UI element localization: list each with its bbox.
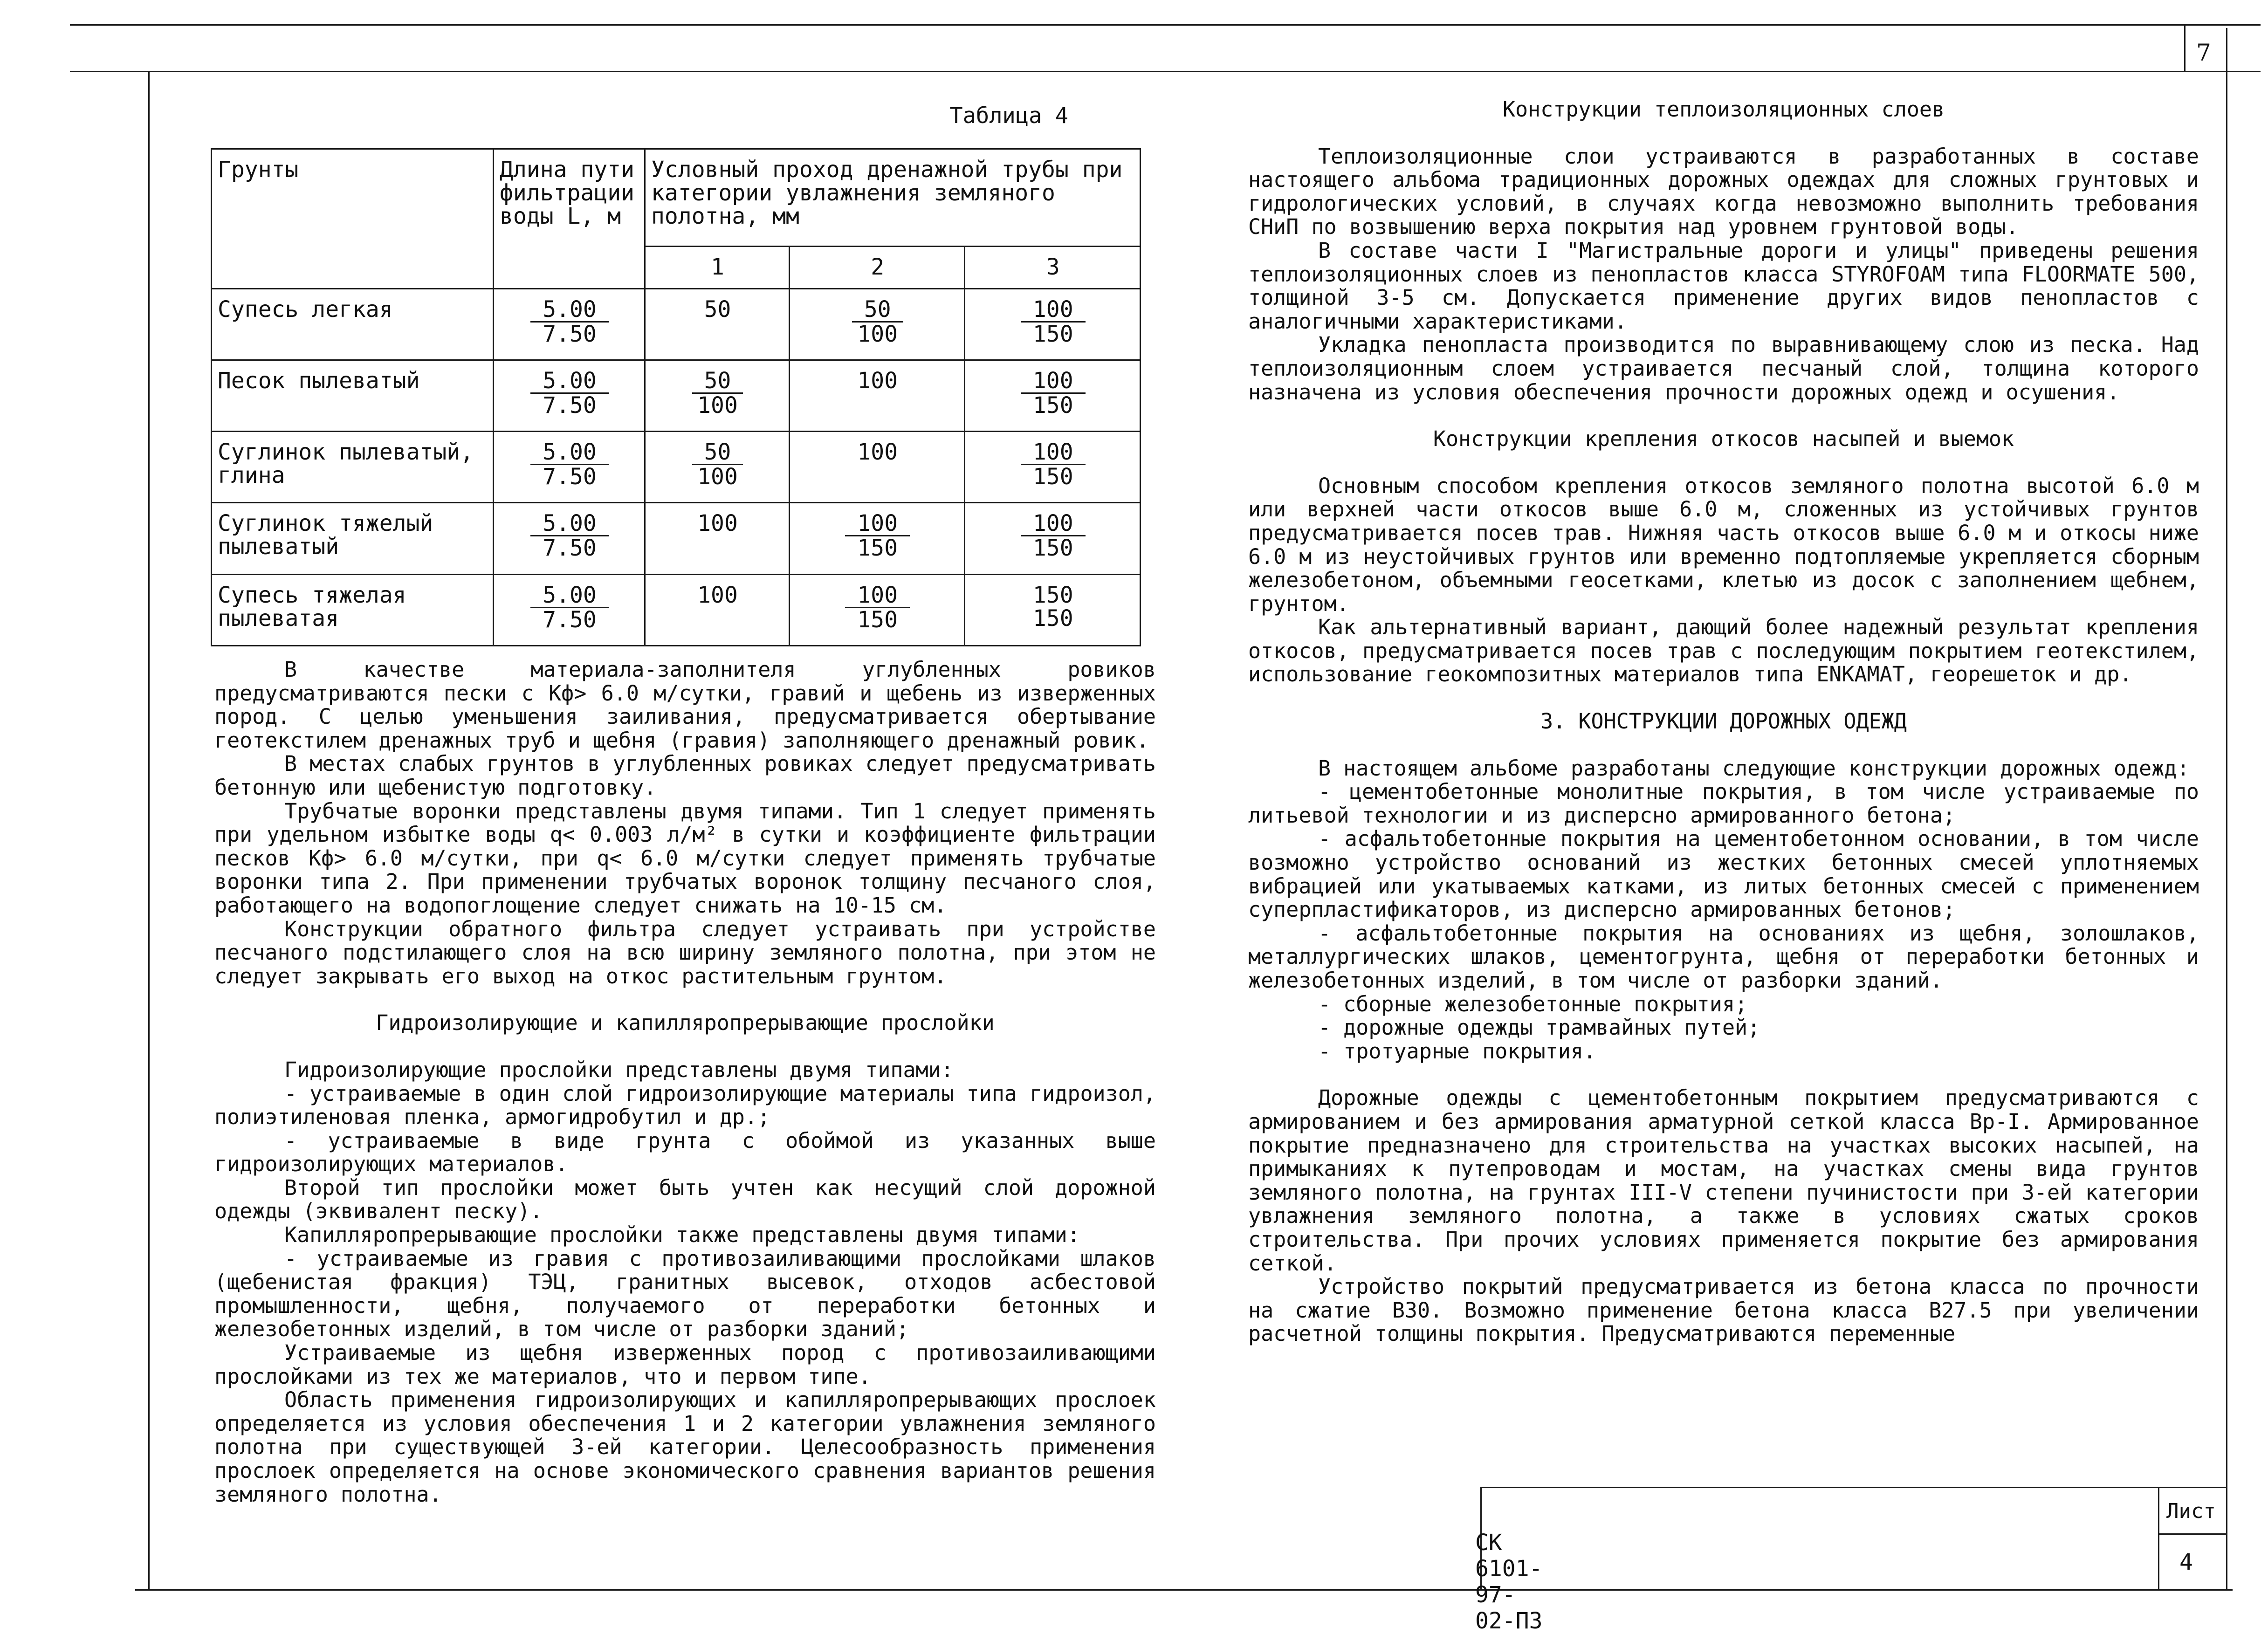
paragraph: В качестве материала-заполнителя углубленных ровиков предусматриваются пески с Кф> 6.0 м/сутки, гравий и щебень из изверженных пород. С целью уменьшения заиливания, предусматривается обертывание геотекстилем дренажных труб и щебня (гравия) заполняющего дренажный ровик. (214, 657, 1156, 753)
table-row (212, 360, 1141, 431)
paragraph: Дорожные одежды с цементобетонным покрытием предусматриваются с армированием и без армирования арматурной сеткой класса Вр-I. Армированное покрытие предназначено для строительства на участках высоких насыпей, на примыканиях к путепроводам и мостам, на участках смены вида грунтов земляного полотна, на грунтах III-V степени пучинистости при 3-ей категории увлажнения земляного полотна, а также в условиях сжатых сроков строительства. При прочих условиях применяется покрытие без армирования сеткой. (1248, 1085, 2199, 1276)
paragraph: Теплоизоляционные слои устраиваются в разработанных в составе настоящего альбома традиционных дорожных одеждах для сложных грунтовых и гидрологических условий, в случаях когда невозможно выполнить требования СНиП по возвышению верха покрытия над уровнем грунтовой воды. (1248, 144, 2199, 240)
table-row (212, 503, 1141, 574)
cat1-cell: 100 (645, 574, 790, 645)
paragraph: Как альтернативный вариант, дающий более надежный результат крепления откосов, предусматривается посев трав с последующим покрытием геотекстилем, использование геокомпозитных материалов типа ENКАМАТ, георешеток и др. (1248, 615, 2199, 687)
fraction: $\frac{100}{150}$ (845, 584, 910, 632)
sheet-number: 4 (2179, 1549, 2193, 1575)
cat3-cell (965, 574, 1141, 645)
paragraph: Область применения гидроизолирующих и капилляропрерывающих прослоек определяется из условия обеспечения 1 и 2 категории увлажнения земляного полотна при существующей 3-ей категории. Целесообразность применения прослоек определяется на основе экономического сравнения вариантов решения земляного полотна. (214, 1387, 1156, 1507)
header-cat-1: 1 (645, 246, 790, 288)
paragraph: Устройство покрытий предусматривается из бетона класса по прочности на сжатие В30. Возможно применение бетона класса В27.5 при увеличении расчетной толщины покрытия. Предусматриваются переменные (1248, 1274, 2199, 1346)
fraction: $\frac{50}{100}$ (692, 440, 743, 488)
table-row (212, 574, 1141, 645)
stamp-top-line (1480, 1487, 2226, 1488)
paragraph: Капилляропрерывающие прослойки также представлены двумя типами: (284, 1222, 1080, 1248)
table-row (212, 432, 1141, 503)
fraction: $\frac{5.00}{7.50}$ (530, 298, 609, 346)
cat3-value-bottom: 150 (1032, 605, 1073, 632)
section-heading: Конструкции крепления откосов насыпей и выемок (1433, 426, 2014, 452)
header-path-length: Длина пути фильтрации воды L, м (494, 149, 645, 289)
paragraph: - устраиваемые в виде грунта с обоймой из указанных выше гидроизолирующих материалов. (214, 1128, 1156, 1177)
frame-top-line (70, 71, 2261, 72)
path-length-cell (494, 503, 645, 574)
fraction: $\frac{5.00}{7.50}$ (530, 584, 609, 632)
fraction: $\frac{5.00}{7.50}$ (530, 512, 609, 560)
page-number: 7 (2196, 39, 2211, 66)
cat2-cell: 100 (790, 360, 965, 431)
section-heading: Гидроизолирующие и капилляропрерывающие прослойки (376, 1010, 995, 1036)
soil-name: Песок пылеватый (212, 360, 494, 431)
table-caption: Таблица 4 (949, 103, 1068, 129)
paragraph: Укладка пенопласта производится по выравнивающему слою из песка. Над теплоизоляционным слоем устраивается песчаный слой, толщина которого назначена из условия обеспечения прочности дорожных одежд и осушения. (1248, 332, 2199, 405)
fraction: $\frac{100}{150}$ (1021, 512, 1086, 560)
fraction: $\frac{50}{100}$ (692, 369, 743, 417)
path-length-cell (494, 360, 645, 431)
path-length-cell (494, 432, 645, 503)
paragraph: - устраиваемые из гравия с противозаиливающими прослойками шлаков (щебенистая фракция) ТЭЦ, гранитных высевок, отходов асбестовой промышленности, щебня, получаемого от переработки бетонных и железобетонных изделий, в том числе от разборки зданий; (214, 1246, 1156, 1342)
header-cat-2: 2 (790, 246, 965, 288)
path-length-cell (494, 574, 645, 645)
section-heading: 3. КОНСТРУКЦИИ ДОРОЖНЫХ ОДЕЖД (1540, 709, 1907, 734)
page-number-box-line (2184, 26, 2186, 72)
paragraph: Устраиваемые из щебня изверженных пород с противозаиливающими прослойками из тех же материалов, что и первом типе. (214, 1340, 1156, 1389)
section-heading: Конструкции теплоизоляционных слоев (1502, 97, 1945, 122)
cat2-cell (790, 288, 965, 360)
cat2-cell: 100 (790, 432, 965, 503)
paragraph: Трубчатые воронки представлены двумя типами. Тип 1 следует применять при удельном избытке воды q< 0.003 л/м² в сутки и коэффициенте фильтрации песков Кф> 6.0 м/сутки, при q< 6.0 м/сутки следует применять трубчатые воронки типа 2. При применении трубчатых воронок толщину песчаного слоя, работающего на водопоглощение следует снижать на 10-15 см. (214, 798, 1156, 918)
drainage-pipe-table (211, 148, 1141, 646)
cat3-cell (965, 432, 1141, 503)
cat3-cell (965, 360, 1141, 431)
frame-right-line (2226, 28, 2227, 1590)
paragraph: - устраиваемые в один слой гидроизолирующие материалы типа гидроизол, полиэтиленовая пленка, армогидробутил и др.; (214, 1081, 1156, 1130)
cat1-cell: 50 (645, 288, 790, 360)
paragraph: В местах слабых грунтов в углубленных ровиках следует предусматривать бетонную или щебенистую подготовку. (214, 751, 1156, 800)
header-pipe: Условный проход дренажной трубы при категории увлажнения земляного полотна, мм (645, 149, 1141, 247)
fraction: $\frac{5.00}{7.50}$ (530, 440, 609, 488)
table-row (212, 288, 1141, 360)
paragraph: Второй тип прослойки может быть учтен как несущий слой дорожной одежды (эквивалент песку). (214, 1175, 1156, 1224)
stamp-sheet-divider (2158, 1487, 2159, 1589)
document-code: СК 6101-97-02-ПЗ (1475, 1530, 1543, 1634)
fraction: $\frac{50}{100}$ (852, 298, 903, 346)
cat1-cell (645, 360, 790, 431)
fraction: $\frac{100}{150}$ (1021, 440, 1086, 488)
fraction: $\frac{5.00}{7.50}$ (530, 369, 609, 417)
paragraph: Гидроизолирующие прослойки представлены двумя типами: (284, 1057, 954, 1082)
paragraph: - цементобетонные монолитные покрытия, в том числе устраиваемые по литьевой технологии и из дисперсно армированного бетона; (1248, 779, 2199, 828)
cat2-cell (790, 503, 965, 574)
soil-name: Суглинок тяжелый пылеватый (212, 503, 494, 574)
top-rule (70, 24, 2261, 26)
header-cat-3: 3 (965, 246, 1141, 288)
path-length-cell (494, 288, 645, 360)
cat3-cell (965, 503, 1141, 574)
fraction: $\frac{100}{150}$ (1021, 369, 1086, 417)
sheet-label: Лист (2166, 1499, 2216, 1523)
paragraph: Конструкции обратного фильтра следует устраивать при устройстве песчаного подстилающего слоя на всю ширину земляного полотна, при этом не следует закрывать его выход на откос растительным грунтом. (214, 916, 1156, 989)
header-soils: Грунты (212, 149, 494, 289)
list-item: - тротуарные покрытия. (1318, 1038, 1596, 1064)
cat1-cell: 100 (645, 503, 790, 574)
paragraph: Основным способом крепления откосов земляного полотна высотой 6.0 м или верхней части откосов выше 6.0 м, сложенных из устойчивых грунтов предусматривается посев трав. Нижняя часть откосов выше 6.0 м и откосы ниже 6.0 м из неустойчивых грунтов или временно подтопляемые укрепляется сборным железобетоном, объемными геосетками, клетью из досок с заполнением щебнем, грунтом. (1248, 473, 2199, 616)
left-body-text (214, 658, 1156, 1506)
paragraph: - асфальтобетонные покрытия на цементобетонном основании, в том числе возможно устройство оснований из жестких бетонных смесей уплотняемых вибрацией или укатываемых катками, из литых бетонных смесей с применением суперпластификаторов, из дисперсно армированных бетонов; (1248, 826, 2199, 922)
fraction: $\frac{100}{150}$ (1021, 298, 1086, 346)
frame-bottom-line (135, 1589, 2233, 1591)
cat3-cell (965, 288, 1141, 360)
soil-name: Супесь легкая (212, 288, 494, 360)
frame-left-line (148, 71, 150, 1590)
fraction: $\frac{100}{150}$ (845, 512, 910, 560)
cat1-cell (645, 432, 790, 503)
list-item: - сборные железобетонные покрытия; (1318, 991, 1748, 1016)
soil-name: Суглинок пылеватый, глина (212, 432, 494, 503)
cat3-value-top: 150 (1032, 582, 1073, 608)
left-column (211, 104, 1148, 128)
stamp-sheet-line (2158, 1533, 2226, 1535)
paragraph: В составе части I "Магистральные дороги и улицы" приведены решения теплоизоляционных слоев из пенопластов класса STYROFOAM типа FLOORMATE 500, толщиной 3-5 см. Допускается применение других видов пенопластов с аналогичными характеристиками. (1248, 238, 2199, 334)
right-column (1248, 98, 2199, 1346)
paragraph: В настоящем альбоме разработаны следующие конструкции дорожных одежд: (1318, 755, 2190, 781)
paragraph: - асфальтобетонные покрытия на основаниях из щебня, золошлаков, металлургических шлаков, цементогрунта, щебня от переработки бетонных и железобетонных изделий, в том числе от разборки зданий. (1248, 920, 2199, 993)
cat2-cell (790, 574, 965, 645)
list-item: - дорожные одежды трамвайных путей; (1318, 1015, 1760, 1040)
soil-name: Супесь тяжелая пылеватая (212, 574, 494, 645)
